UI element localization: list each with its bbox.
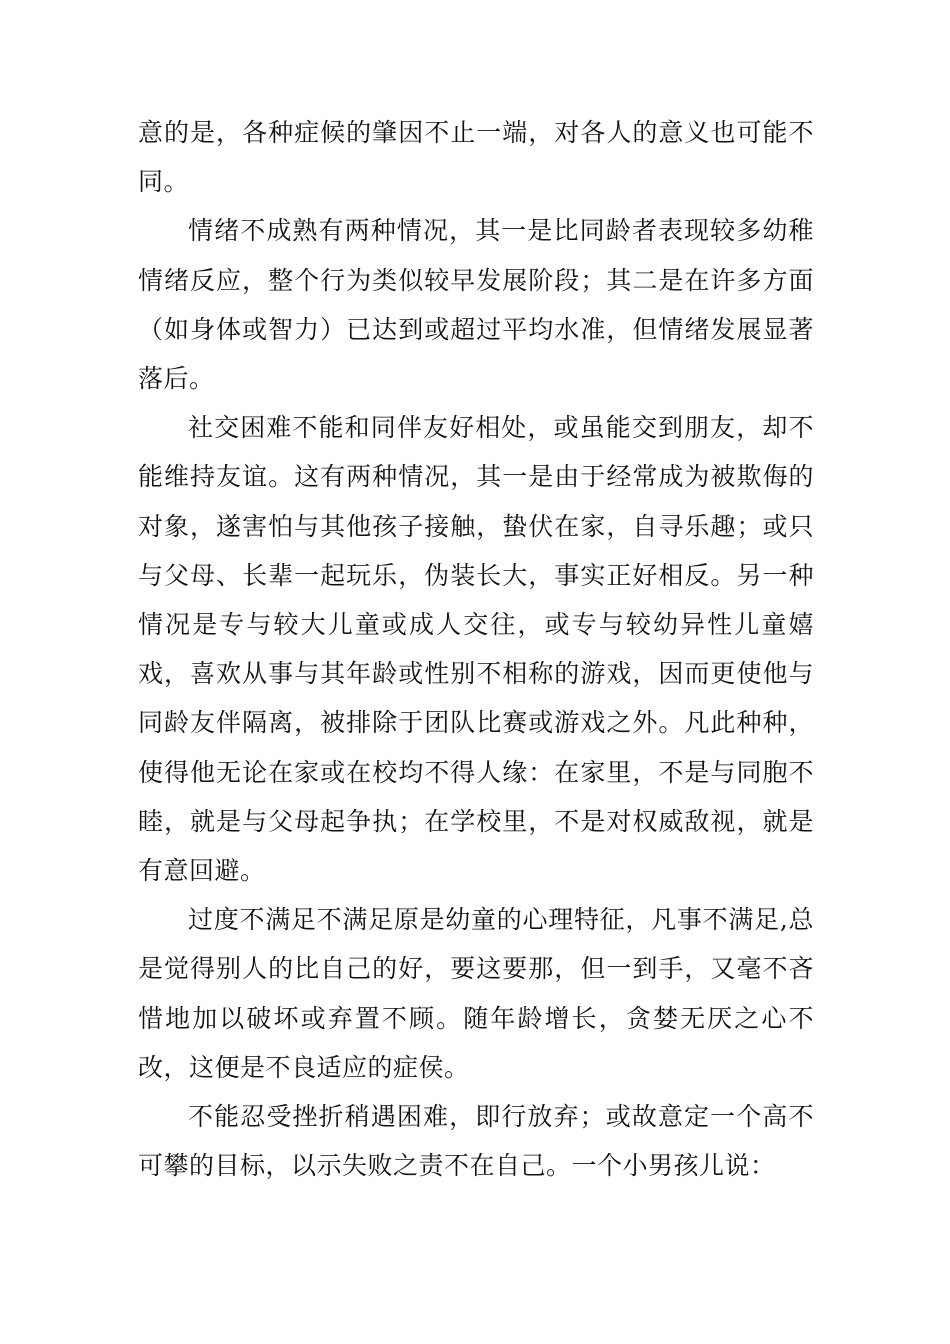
paragraph-excessive-dissatisfaction: 过度不满足不满足原是幼童的心理特征，凡事不满足,总是觉得别人的比自己的好，要这要那，但一到手，又毫不吝惜地加以破坏或弃置不顾。随年龄增长，贪婪无厌之心不改，这便是不良适应的症侯。	[138, 905, 814, 1082]
paragraph-social-difficulty: 社交困难不能和同伴友好相处，或虽能交到朋友，却不能维持友谊。这有两种情况，其一是由于经常成为被欺侮的对象，遂害怕与其他孩子接触，蛰伏在家，自寻乐趣；或只与父母、长辈一起玩乐，伪装长大，事实正好相反。另一种情况是专与较大儿童或成人交往，或专与较幼异性儿童嬉戏，喜欢从事与其年龄或性别不相称的游戏，因而更使他与同龄友伴隔离，被排除于团队比赛或游戏之外。凡此种种，使得他无论在家或在校均不得人缘：在家里，不是与同胞不睦，就是与父母起争执；在学校里，不是对权威敌视，就是有意回避。	[138, 413, 814, 886]
document-body	[138, 108, 814, 1190]
paragraph-frustration-intolerance: 不能忍受挫折稍遇困难，即行放弃；或故意定一个高不可攀的目标，以示失败之责不在自己。一个小男孩儿说：	[138, 1102, 814, 1181]
paragraph-continued: 意的是，各种症候的肇因不止一端，对各人的意义也可能不同。	[138, 118, 814, 197]
paragraph-emotional-immaturity: 情绪不成熟有两种情况，其一是比同龄者表现较多幼稚情绪反应，整个行为类似较早发展阶段；其二是在许多方面（如身体或智力）已达到或超过平均水准，但情绪发展显著落后。	[138, 216, 814, 394]
